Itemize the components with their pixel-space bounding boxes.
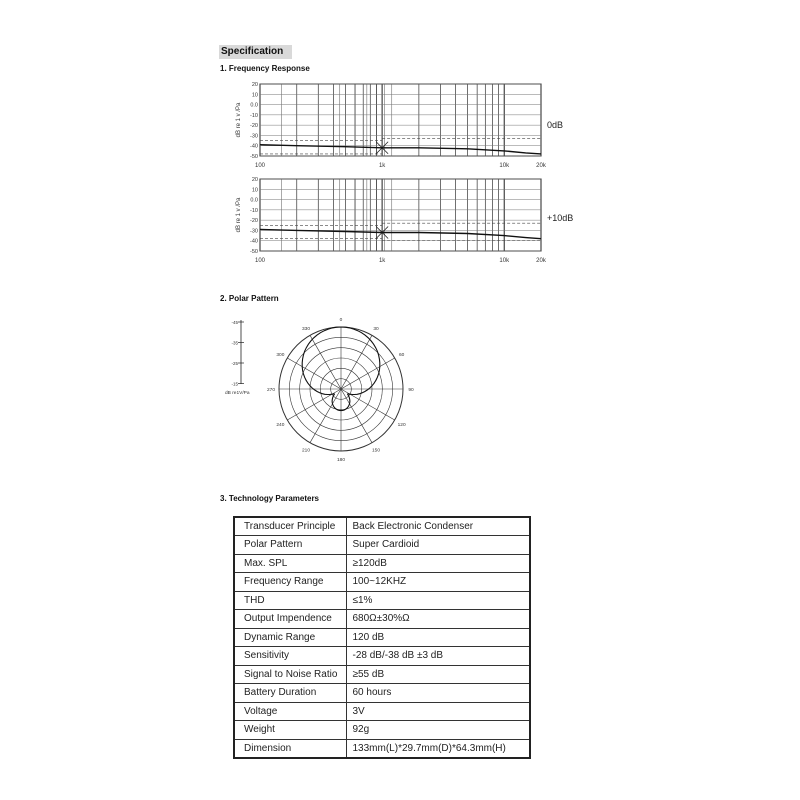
table-row [234,684,530,703]
parameter-value: 133mm(L)*29.7mm(D)*64.3mm(H) [346,739,530,758]
scale-label: dB re1V/Pa [225,391,250,396]
polar-spoke [287,358,341,389]
y-tick-label: 10 [251,92,258,99]
y-tick-label: -20 [250,123,258,130]
parameter-value: 680Ω±30%Ω [346,610,530,629]
parameter-value: ≤1% [346,591,530,610]
y-axis-label: dB re 1 v /Pa [236,102,242,138]
y-tick-label: -40 [250,143,258,150]
parameter-value: 3V [346,702,530,721]
polar-spoke [310,389,341,443]
parameter-name: Signal to Noise Ratio [234,665,346,684]
y-tick-label: -40 [250,238,258,245]
x-tick-label: 100 [254,163,266,169]
polar-spoke [341,358,395,389]
x-tick-label: 20k [536,258,546,264]
x-tick-label: 100 [254,258,266,264]
parameter-value: 92g [346,721,530,740]
section-heading-polar: 2. Polar Pattern [220,294,279,303]
y-tick-label: 10 [251,187,258,194]
y-tick-label: -10 [250,112,258,119]
parameter-name: Sensitivity [234,647,346,666]
parameter-value: 60 hours [346,684,530,703]
parameter-name: Voltage [234,702,346,721]
scale-tick-label: -15 [231,381,238,387]
polar-angle-label: 0 [339,317,343,323]
polar-angle-label: 270 [266,387,276,393]
table-row [234,739,530,758]
polar-angle-label: 240 [276,422,285,428]
parameter-name: Frequency Range [234,573,346,592]
polar-angle-label: 150 [371,448,381,454]
parameters-table [233,516,531,759]
y-tick-label: -10 [250,207,258,214]
polar-angle-label: 330 [301,327,311,333]
parameter-name: Output Impendence [234,610,346,629]
table-row [234,517,530,536]
parameter-name: Dimension [234,739,346,758]
parameter-name: Max. SPL [234,554,346,573]
scale-tick-label: -25 [231,361,238,366]
parameter-name: Battery Duration [234,684,346,703]
table-row [234,536,530,555]
polar-spoke [341,335,372,389]
parameter-value: 120 dB [346,628,530,647]
parameter-value: ≥55 dB [346,665,530,684]
frequency-chart-10db [228,173,588,269]
gain-label: 0dB [547,120,564,130]
y-tick-label: 0.0 [250,102,258,109]
section-heading-params: 3. Technology Parameters [220,494,319,503]
page-title: Specification [219,45,292,59]
y-tick-label: -50 [250,154,258,160]
x-tick-label: 20k [536,163,546,169]
x-tick-label: 1k [378,258,386,264]
parameter-value: Super Cardioid [346,536,530,555]
scale-tick-label: -45 [231,320,238,325]
parameter-name: Polar Pattern [234,536,346,555]
x-tick-label: 1k [378,163,386,169]
y-tick-label: -50 [250,249,258,255]
polar-spoke [341,389,372,443]
polar-angle-label: 60 [398,352,405,358]
section-heading-frequency: 1. Frequency Response [220,64,310,73]
parameter-value: ≥120dB [346,554,530,573]
table-row [234,554,530,573]
polar-angle-label: 90 [408,387,414,393]
frequency-chart-0db [228,78,588,174]
parameter-value: Back Electronic Condenser [346,517,530,536]
parameter-name: Weight [234,721,346,740]
y-tick-label: -30 [250,133,258,140]
gain-label: +10dB [547,213,574,223]
parameter-name: Transducer Principle [234,517,346,536]
table-row [234,721,530,740]
x-tick-label: 10k [499,258,510,264]
table-row [234,610,530,629]
parameter-name: THD [234,591,346,610]
y-axis-label: dB re 1 v /Pa [236,197,242,233]
table-row [234,628,530,647]
polar-angle-label: 300 [276,352,285,358]
scale-tick-label: -35 [231,340,238,346]
parameter-name: Dynamic Range [234,628,346,647]
y-tick-label: -30 [250,228,258,235]
x-tick-label: 10k [499,163,510,169]
polar-spoke [310,335,341,389]
polar-angle-label: 120 [397,422,406,428]
polar-angle-label: 210 [301,448,311,454]
table-row [234,702,530,721]
table-row [234,573,530,592]
y-tick-label: 20 [251,177,258,183]
y-tick-label: 0.0 [250,197,258,204]
table-row [234,591,530,610]
polar-pattern-chart [222,312,422,472]
parameter-value: 100~12KHZ [346,573,530,592]
y-tick-label: -20 [250,218,258,225]
parameter-value: -28 dB/-38 dB ±3 dB [346,647,530,666]
table-row [234,665,530,684]
table-row [234,647,530,666]
polar-angle-label: 180 [336,457,346,463]
polar-angle-label: 30 [373,327,379,333]
y-tick-label: 20 [251,82,258,88]
